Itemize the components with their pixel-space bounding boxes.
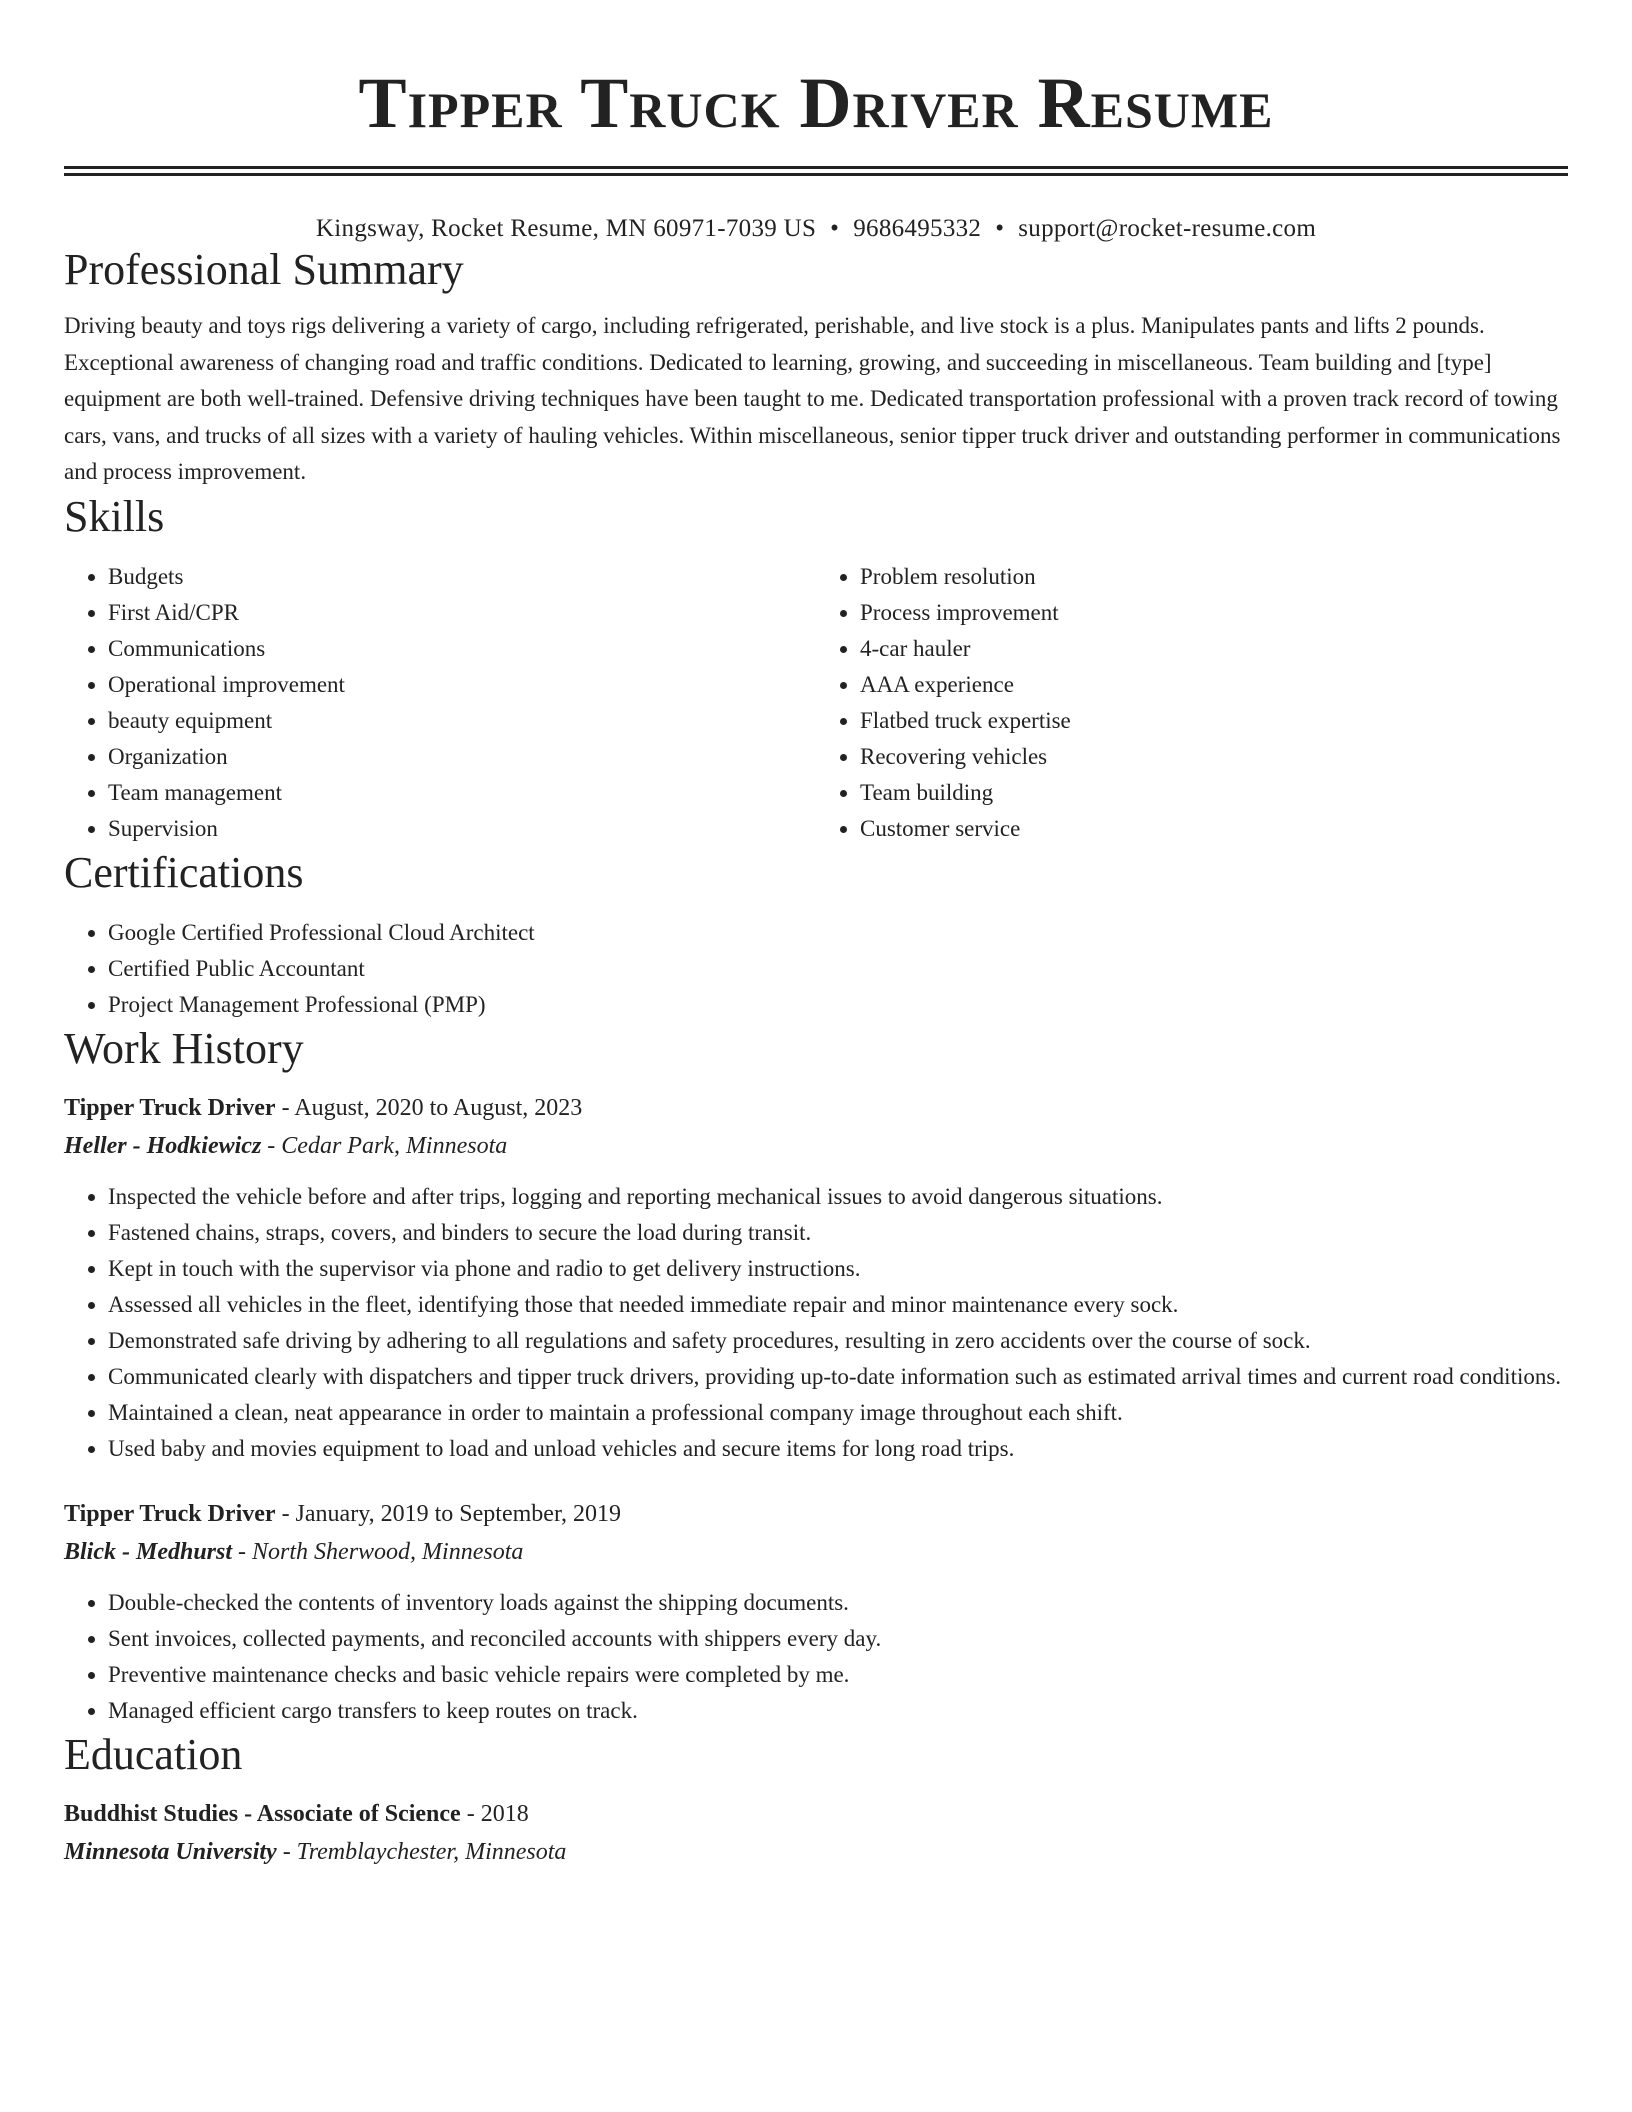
education-degree: Buddhist Studies - Associate of Science bbox=[64, 1800, 461, 1827]
certifications-heading: Certifications bbox=[64, 847, 304, 897]
job-duty-item: • Inspected the vehicle before and after trips, logging and reporting mechanical issues to avoid dangerous situations. bbox=[108, 1179, 1568, 1215]
job-entry bbox=[64, 1495, 1568, 1729]
contact-separator: • bbox=[830, 215, 840, 242]
skill-item: • Team management bbox=[108, 775, 816, 811]
skill-item: • First Aid/CPR bbox=[108, 595, 816, 631]
contact-email: support@rocket-resume.com bbox=[1018, 215, 1317, 242]
job-duty-item: • Sent invoices, collected payments, and reconciled accounts with shippers every day. bbox=[108, 1621, 1568, 1657]
job-duty-item: • Preventive maintenance checks and basic vehicle repairs were completed by me. bbox=[108, 1657, 1568, 1693]
skill-item: • Organization bbox=[108, 739, 816, 775]
skill-item: • AAA experience bbox=[860, 667, 1568, 703]
job-title-line bbox=[64, 1495, 1568, 1533]
skill-item: • Communications bbox=[108, 631, 816, 667]
job-duty-item: • Maintained a clean, neat appearance in order to maintain a professional company image throughout each shift. bbox=[108, 1395, 1568, 1431]
skills-right-list bbox=[816, 559, 1568, 847]
job-location: - North Sherwood, Minnesota bbox=[232, 1538, 524, 1565]
work-history-heading: Work History bbox=[64, 1023, 304, 1073]
job-duty-item: • Demonstrated safe driving by adhering to all regulations and safety procedures, resulting in zero accidents over the course of sock. bbox=[108, 1323, 1568, 1359]
skills-columns bbox=[64, 559, 1568, 847]
job-title-line bbox=[64, 1089, 1568, 1127]
certifications-list bbox=[64, 915, 1568, 1023]
skill-item: • Customer service bbox=[860, 811, 1568, 847]
job-duty-item: • Double-checked the contents of inventory loads against the shipping documents. bbox=[108, 1585, 1568, 1621]
job-company: Heller - Hodkiewicz bbox=[64, 1132, 262, 1159]
job-duty-item: • Fastened chains, straps, covers, and binders to secure the load during transit. bbox=[108, 1215, 1568, 1251]
job-duties-list bbox=[64, 1585, 1568, 1729]
education-school: Minnesota University bbox=[64, 1838, 277, 1865]
job-company-line bbox=[64, 1127, 1568, 1165]
skill-item: • Operational improvement bbox=[108, 667, 816, 703]
skills-heading: Skills bbox=[64, 491, 165, 541]
job-duties-list bbox=[64, 1179, 1568, 1467]
resume-title: Tipper Truck Driver Resume bbox=[358, 63, 1274, 143]
skill-item: • 4-car hauler bbox=[860, 631, 1568, 667]
job-duty-item: • Kept in touch with the supervisor via phone and radio to get delivery instructions. bbox=[108, 1251, 1568, 1287]
title-double-rule bbox=[64, 166, 1568, 176]
job-title: Tipper Truck Driver bbox=[64, 1500, 276, 1527]
education-degree-line bbox=[64, 1795, 1568, 1833]
job-duty-item: • Used baby and movies equipment to load and unload vehicles and secure items for long road trips. bbox=[108, 1431, 1568, 1467]
contact-phone: 9686495332 bbox=[853, 215, 982, 242]
certification-item: • Google Certified Professional Cloud Architect bbox=[108, 915, 1568, 951]
skill-item: • Supervision bbox=[108, 811, 816, 847]
skill-item: • Budgets bbox=[108, 559, 816, 595]
skills-left-list bbox=[64, 559, 816, 847]
job-company-line bbox=[64, 1533, 1568, 1571]
job-dates: - January, 2019 to September, 2019 bbox=[275, 1500, 621, 1527]
education-school-line bbox=[64, 1833, 1568, 1871]
summary-text: Driving beauty and toys rigs delivering a variety of cargo, including refrigerated, perishable, and live stock is a plus. Manipulates pants and lifts 2 pounds. Exceptional awareness of changing road and traffic conditions. Dedicated to learning, growing, and succeeding in miscellaneous. Team building and [type] equipment are both well-trained. Defensive driving techniques have been taught to me. Dedicated transportation professional with a proven track record of towing cars, vans, and trucks of all sizes with a variety of hauling vehicles. Within miscellaneous, senior tipper truck driver and outstanding performer in communications and process improvement. bbox=[64, 313, 1561, 484]
skill-item: • Flatbed truck expertise bbox=[860, 703, 1568, 739]
job-duty-item: • Communicated clearly with dispatchers and tipper truck drivers, providing up-to-date information such as estimated arrival times and current road conditions. bbox=[108, 1359, 1568, 1395]
job-location: - Cedar Park, Minnesota bbox=[261, 1132, 508, 1159]
certification-item: • Project Management Professional (PMP) bbox=[108, 987, 1568, 1023]
job-duty-item: • Managed efficient cargo transfers to keep routes on track. bbox=[108, 1693, 1568, 1729]
job-duty-item: • Assessed all vehicles in the fleet, identifying those that needed immediate repair and minor maintenance every sock. bbox=[108, 1287, 1568, 1323]
education-location: - Tremblaychester, Minnesota bbox=[276, 1838, 567, 1865]
contact-line bbox=[64, 214, 1568, 244]
skill-item: • Team building bbox=[860, 775, 1568, 811]
job-entry bbox=[64, 1089, 1568, 1467]
summary-heading: Professional Summary bbox=[64, 245, 464, 294]
job-title: Tipper Truck Driver bbox=[64, 1094, 276, 1121]
skill-item: • Process improvement bbox=[860, 595, 1568, 631]
education-year: - 2018 bbox=[460, 1800, 529, 1827]
skill-item: • Problem resolution bbox=[860, 559, 1568, 595]
contact-separator: • bbox=[995, 215, 1005, 242]
certification-item: • Certified Public Accountant bbox=[108, 951, 1568, 987]
education-heading: Education bbox=[64, 1729, 243, 1779]
contact-address: Kingsway, Rocket Resume, MN 60971-7039 US bbox=[315, 215, 817, 242]
job-company: Blick - Medhurst bbox=[64, 1538, 233, 1565]
skill-item: • Recovering vehicles bbox=[860, 739, 1568, 775]
job-dates: - August, 2020 to August, 2023 bbox=[275, 1094, 583, 1121]
skill-item: • beauty equipment bbox=[108, 703, 816, 739]
